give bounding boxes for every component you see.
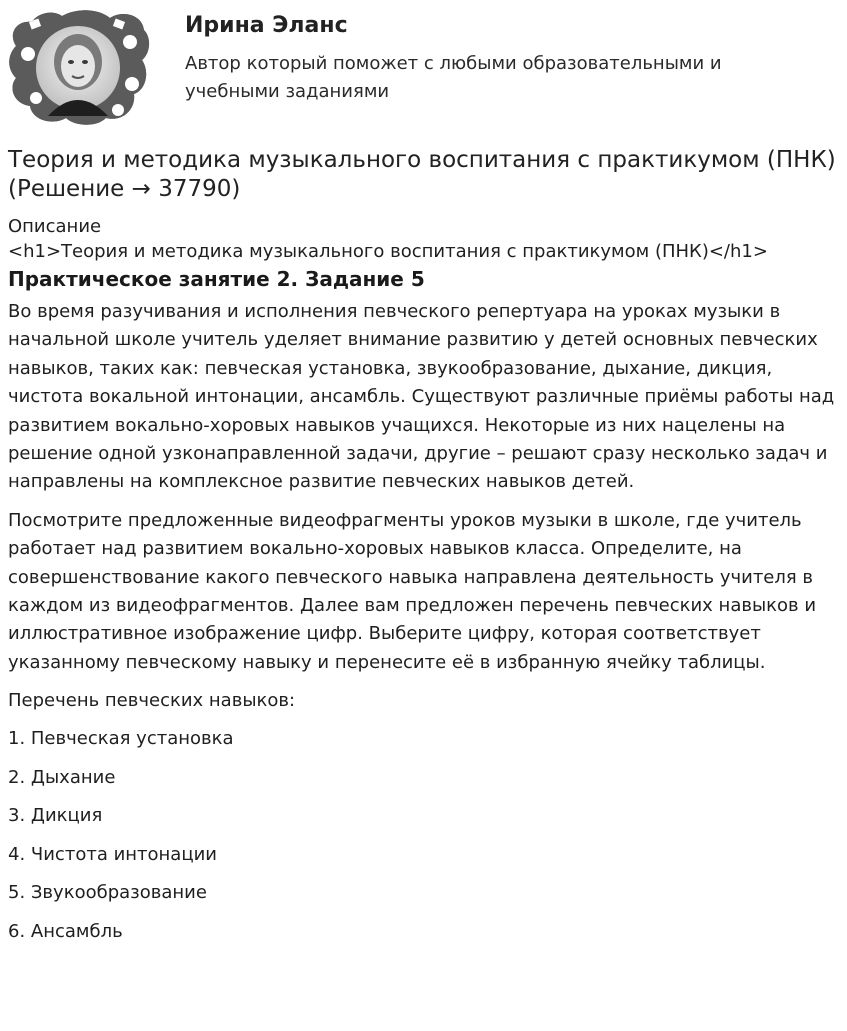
description-label: Описание [8,216,102,237]
author-name: Ирина Эланс [185,13,348,38]
list-item: 4. Чистота интонации [8,843,217,865]
list-item: 1. Певческая установка [8,728,234,750]
list-item: 5. Звукообразование [8,882,207,904]
skills-list-intro: Перечень певческих навыков: [8,690,296,712]
author-avatar [6,6,152,128]
section-title: Практическое занятие 2. Задание 5 [8,267,425,291]
list-item: 6. Ансамбль [8,920,123,942]
paragraph-1: Во время разучивания и исполнения певческого репертуара на уроках музыки в начальной школе учитель уделяет внимание развитию у детей основных певческих навыков, таких как: певческая установка, звукообразование, дыхание, дикция, чистота вокальной интонации, ансамбль. Существуют различные приёмы работы над развитием вокально-хоровых навыков учащихся. Некоторые из них нацелены на решение одной узконаправленной задачи, другие – решают сразу несколько задач и направлены на комплексное развитие певческих навыков детей. [8,301,835,493]
list-item: 2. Дыхание [8,766,116,788]
list-item: 3. Дикция [8,805,103,827]
author-card [0,0,847,130]
raw-heading-text: <h1>Теория и методика музыкального воспитания с практикумом (ПНК)</h1> [8,241,768,262]
skills-list [8,725,841,946]
author-bio: Автор который поможет с любыми образовательными и учебными заданиями [185,53,722,102]
document-content [8,146,841,956]
paragraph-2: Посмотрите предложенные видеофрагменты уроков музыки в школе, где учитель работает над развитием вокально-хоровых навыков класса. Определите, на совершенствование какого певческого навыка направлена деятельность учителя в каждом из видеофрагментов. Далее вам предложен перечень певческих навыков и иллюстративное изображение цифр. Выберите цифру, которая соответствует указанному певческому навыку и перенесите её в избранную ячейку таблицы. [8,509,817,673]
document-title: Теория и методика музыкального воспитания с практикумом (ПНК) (Решение → 37790) [8,147,836,202]
